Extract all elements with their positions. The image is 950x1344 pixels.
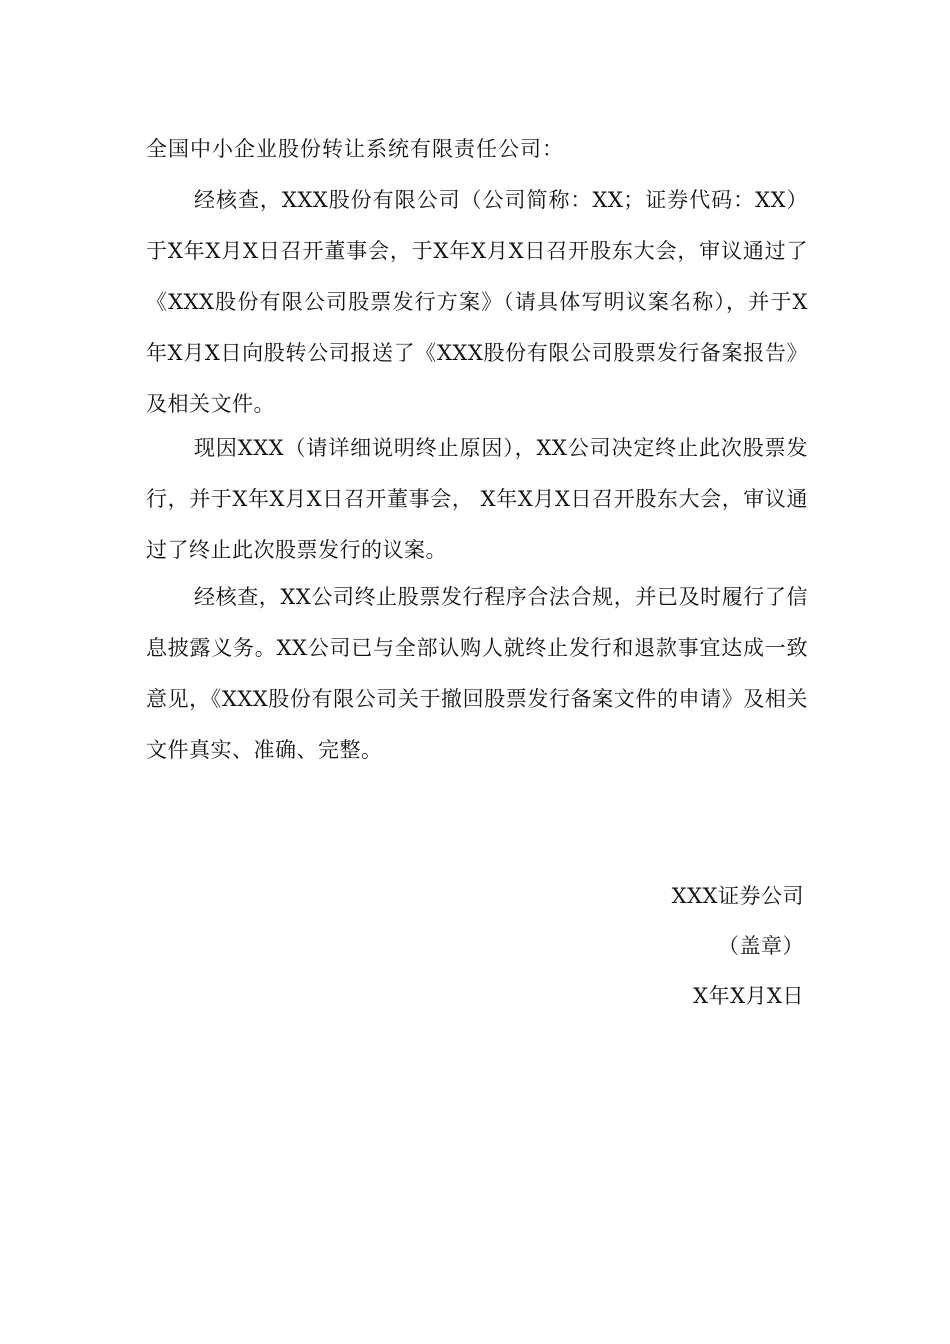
body-paragraph-termination: 现因XXX（请详细说明终止原因），XX公司决定终止此次股票发行，并于X年X月X日召开董事会， X年X月X日召开股东大会，审议通过了终止此次股票发行的议案。 bbox=[146, 436, 808, 562]
body-paragraph-verification: 经核查，XXX股份有限公司（公司简称：XX；证券代码：XX）于X年X月X日召开董事会，于X年X月X日召开股东大会，审议通过了《XXX股份有限公司股票发行方案》（请具体写明议案名称），并于X年X月X日向股转公司报送了《XXX股份有限公司股票发行备案报告》及相关文件。 bbox=[146, 188, 808, 416]
signature-company: XXX证券公司 bbox=[671, 884, 804, 908]
body-paragraph-compliance: 经核查，XX公司终止股票发行程序合法合规，并已及时履行了信息披露义务。XX公司已与全部认购人就终止发行和退款事宜达成一致意见，《XXX股份有限公司关于撤回股票发行备案文件的申请》及相关文件真实、准确、完整。 bbox=[146, 585, 808, 762]
addressee-line: 全国中小企业股份转让系统有限责任公司： bbox=[146, 137, 564, 161]
signature-seal-note: （盖章） bbox=[718, 934, 804, 958]
signature-date: X年X月X日 bbox=[693, 984, 804, 1008]
